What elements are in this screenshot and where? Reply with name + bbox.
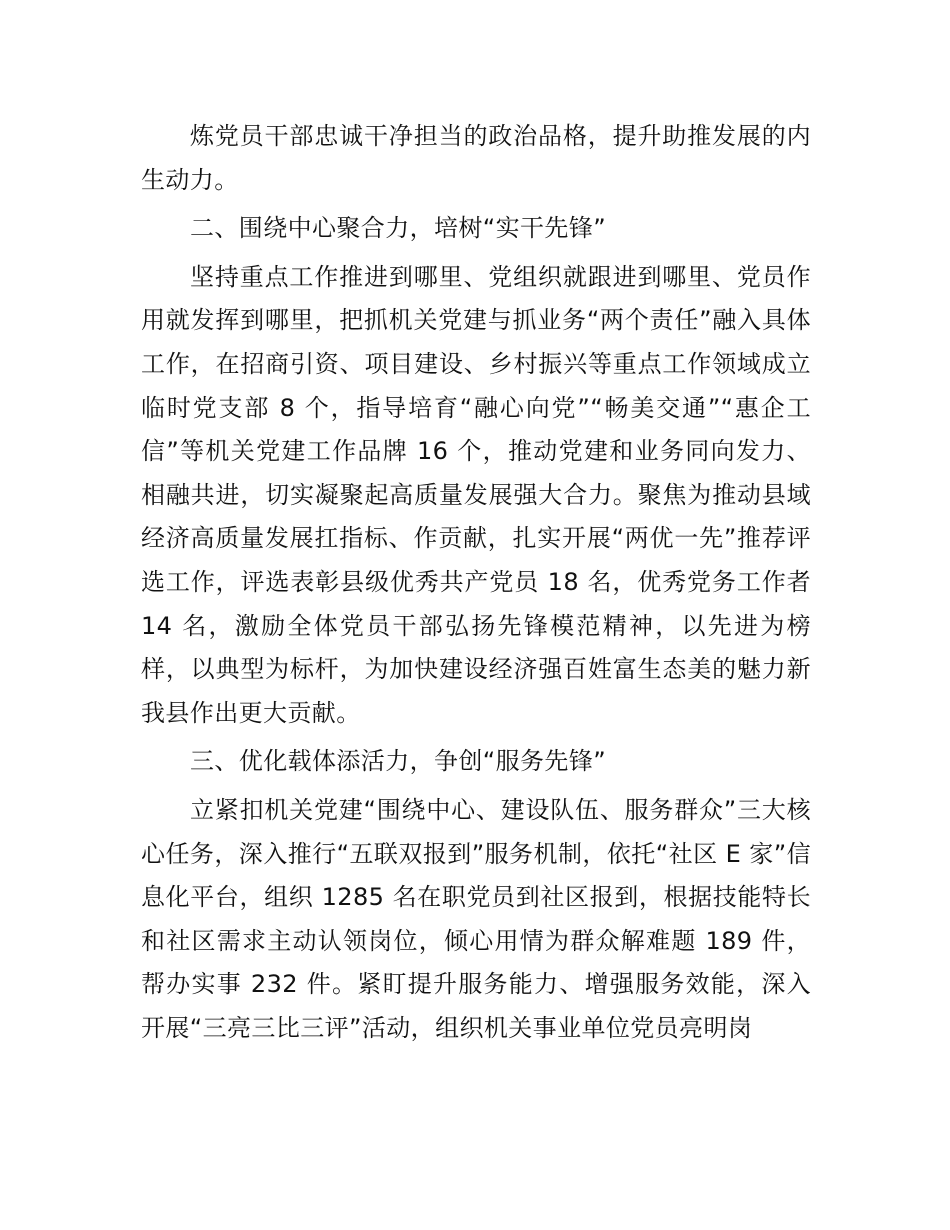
paragraph-continuation: 炼党员干部忠诚干净担当的政治品格，提升助推发展的内生动力。	[141, 122, 811, 194]
paragraph-section-three-body: 立紧扣机关党建“围绕中心、建设队伍、服务群众”三大核心任务，深入推行“五联双报到”服务机制，依托“社区 E 家”信息化平台，组织 1285 名在职党员到社区报到，根据技能特长和社区需求主动认领岗位，倾心用情为群众解难题 189 件，帮办实事 232 件。紧盯提升服务能力、增强服务效能，深入开展“三亮三比三评”活动，组织机关事业单位党员亮明岗	[141, 795, 811, 1042]
section-heading-three: 三、优化载体添活力，争创“服务先锋”	[190, 747, 607, 776]
section-heading-two: 二、围绕中心聚合力，培树“实干先锋”	[190, 214, 607, 243]
document-body	[141, 115, 811, 1050]
paragraph-section-two-body: 坚持重点工作推进到哪里、党组织就跟进到哪里、党员作用就发挥到哪里，把抓机关党建与抓业务“两个责任”融入具体工作，在招商引资、项目建设、乡村振兴等重点工作领域成立临时党支部 8 个，指导培育“融心向党”“畅美交通”“惠企工信”等机关党建工作品牌 16 个，推动党建和业务同向发力、相融共进，切实凝聚起高质量发展强大合力。聚焦为推动县域经济高质量发展扛指标、作贡献，扎实开展“两优一先”推荐评选工作，评选表彰县级优秀共产党员 18 名，优秀党务工作者 14 名，激励全体党员干部弘扬先锋模范精神，以先进为榜样，以典型为标杆，为加快建设经济强百姓富生态美的魅力新我县作出更大贡献。	[141, 262, 811, 727]
